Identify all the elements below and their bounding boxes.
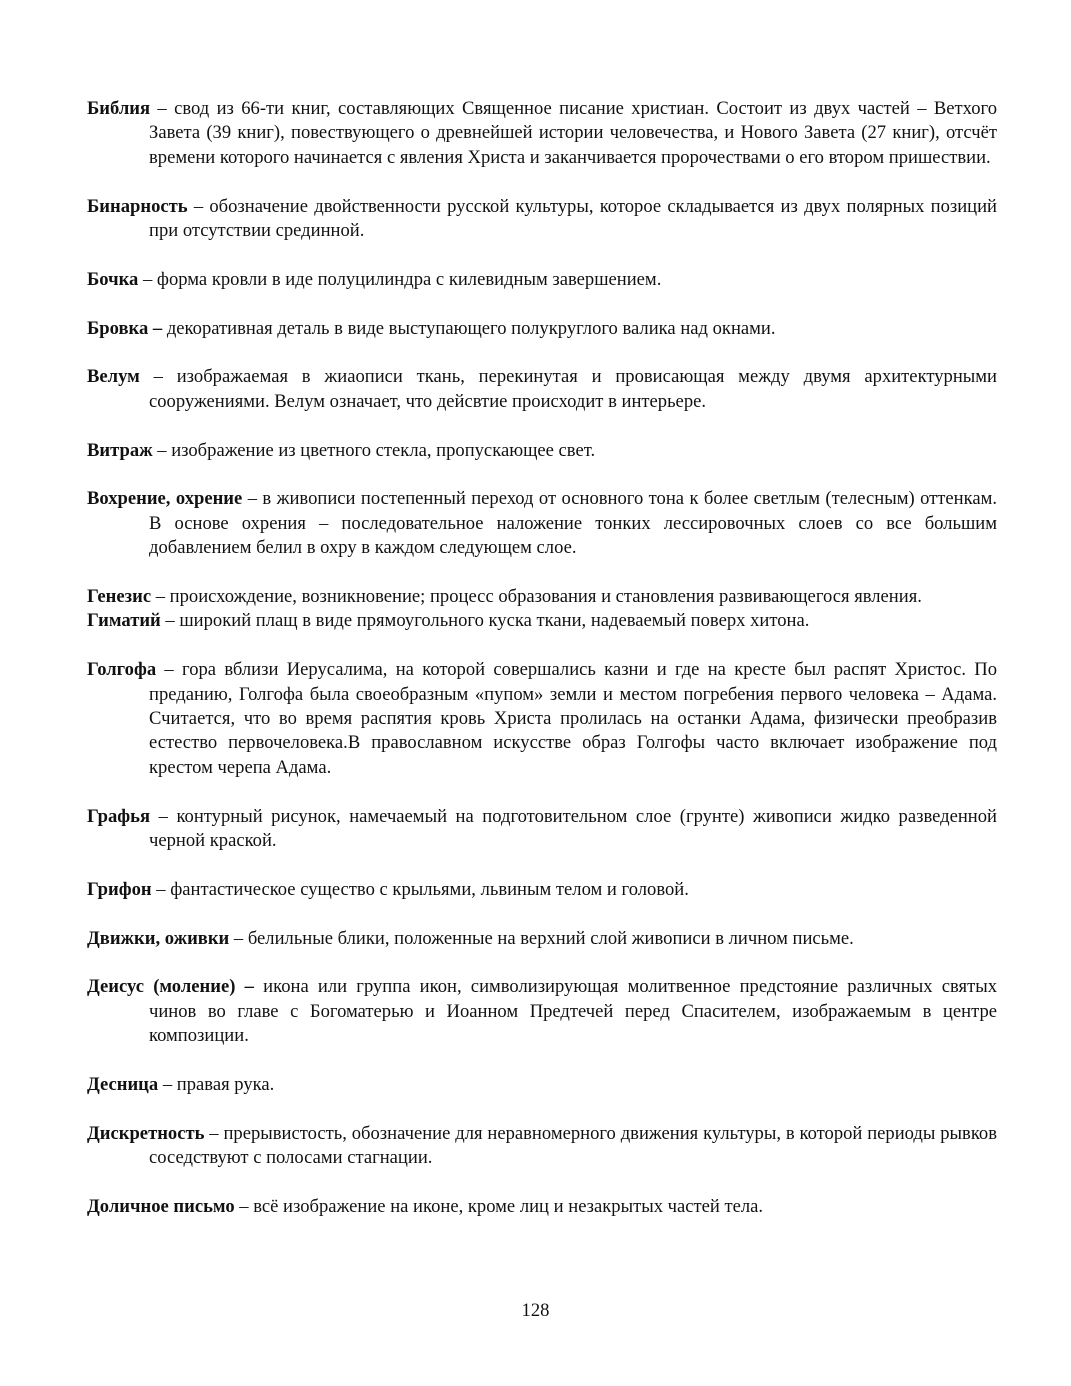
entry-term: Движки, оживки: [87, 927, 230, 949]
entry-term: Десница: [87, 1074, 159, 1096]
entry-term: Библия: [87, 98, 151, 119]
entry-term: Бочка: [87, 268, 139, 290]
entry-term: Витраж: [87, 439, 153, 461]
entry-separator: –: [156, 659, 183, 681]
glossary-entry: [87, 585, 997, 609]
entry-separator: –: [242, 488, 263, 510]
entry-separator: –: [158, 1074, 177, 1096]
entry-definition: форма кровли в иде полуцилиндра с килевидным завершением.: [156, 268, 662, 290]
glossary-entry: [87, 487, 997, 560]
glossary-entry: [87, 365, 997, 414]
entry-separator: –: [150, 805, 177, 827]
entry-separator: –: [151, 878, 171, 900]
entry-term: Грифон: [87, 878, 152, 900]
glossary-entry: [87, 195, 997, 244]
glossary-entry: [87, 317, 997, 341]
entry-definition: контурный рисунок, намечаемый на подготовительном слое (грунте) живописи жидко разведенной черной краской.: [149, 805, 997, 852]
entry-definition: прерывистость, обозначение для неравномерного движения культуры, в которой периоды рывков соседствуют с полосами стагнации.: [149, 1122, 997, 1169]
glossary-entry: [87, 927, 997, 951]
entry-definition: в живописи постепенный переход от основного тона к более светлым (телесным) оттенкам. В основе охрения – последовательное наложение тонких лессировочных слоев со все большим добавлением белил в охру в каждом следующем слое.: [149, 488, 997, 559]
glossary-entry: [87, 658, 997, 780]
entry-definition: фантастическое существо с крыльями, львиным телом и головой.: [170, 878, 689, 900]
glossary-entry: [87, 805, 997, 854]
glossary-entry: [87, 268, 997, 292]
entry-definition: всё изображение на иконе, кроме лиц и незакрытых частей тела.: [253, 1196, 764, 1218]
entry-term: Деисус (моление) –: [87, 976, 254, 998]
entry-term: Вохрение, охрение: [87, 488, 243, 510]
entry-term: Голгофа: [87, 659, 157, 681]
glossary-entry: [87, 878, 997, 902]
page-number: 128: [521, 1300, 550, 1321]
entry-separator: –: [150, 98, 175, 119]
entry-definition: правая рука.: [176, 1074, 275, 1096]
entry-separator: [254, 976, 263, 997]
entry-term: Доличное письмо: [87, 1196, 235, 1218]
entry-definition: изображаемая в жиаописи ткань, перекинутая и провисающая между двумя архитектурными сооружениями. Велум означает, что дейсвтие происходит в интерьере.: [149, 366, 997, 412]
glossary-page: [87, 97, 997, 1244]
glossary-entry: [87, 1122, 997, 1171]
entry-definition: свод из 66-ти книг, составляющих Священное писание христиан. Состоит из двух частей – Ветхого Завета (39 книг), повествующего о древнейшей истории человечества, и Нового Завета (27 книг), отсчёт времени которого начинается с явления Христа и заканчивается пророчествами о его втором пришествии.: [149, 98, 998, 168]
entry-term: Велум: [87, 366, 140, 388]
entry-term: Генезис: [87, 586, 152, 608]
glossary-entry: [87, 975, 997, 1048]
glossary-entry: [87, 1195, 997, 1219]
entry-definition: происхождение, возникновение; процесс образования и становления развивающегося явления.: [169, 586, 922, 608]
entry-definition: икона или группа икон, символизирующая молитвенное предстояние различных святых чинов во главе с Богоматерью и Иоанном Предтечей перед Спасителем, изображаемым в центре композиции.: [149, 976, 997, 1047]
glossary-entry: [87, 1073, 997, 1097]
entry-separator: –: [229, 927, 248, 949]
entry-separator: –: [152, 439, 172, 461]
entry-definition: декоративная деталь в виде выступающего полукруглого валика над окнами.: [166, 317, 776, 339]
entry-separator: –: [187, 195, 210, 217]
entry-separator: –: [160, 610, 180, 632]
entry-term: Дискретность: [87, 1122, 205, 1144]
entry-separator: –: [138, 268, 157, 290]
entry-separator: –: [151, 586, 170, 608]
entry-definition: гора вблизи Иерусалима, на которой совершались казни и где на кресте был распят Христос. По преданию, Голгофа была своеобразным «пупом» земли и местом погребения первого человека – Адама. Считается, что во время распятия кровь Христа пролилась на останки Адама, физически преобразив естество первочеловека.В православном искусстве образ Голгофы часто включает изображение под крестом черепа Адама.: [149, 659, 997, 778]
entry-term: Гиматий: [87, 610, 161, 632]
glossary-entry: [87, 97, 997, 170]
entry-separator: –: [234, 1196, 254, 1218]
entry-separator: –: [139, 366, 177, 388]
entry-definition: широкий плащ в виде прямоугольного куска ткани, надеваемый поверх хитона.: [179, 610, 810, 632]
entry-definition: изображение из цветного стекла, пропускающее свет.: [171, 439, 596, 461]
entry-definition: обозначение двойственности русской культуры, которое складывается из двух полярных позиций при отсутствии срединной.: [149, 195, 998, 242]
entry-term: Бинарность: [87, 195, 188, 217]
glossary-entry: [87, 609, 997, 633]
entry-term: Графья: [87, 805, 151, 827]
entry-definition: белильные блики, положенные на верхний слой живописи в личном письме.: [247, 927, 854, 949]
glossary-entry: [87, 439, 997, 463]
entry-separator: –: [204, 1122, 224, 1144]
entry-term: Бровка –: [87, 317, 163, 339]
